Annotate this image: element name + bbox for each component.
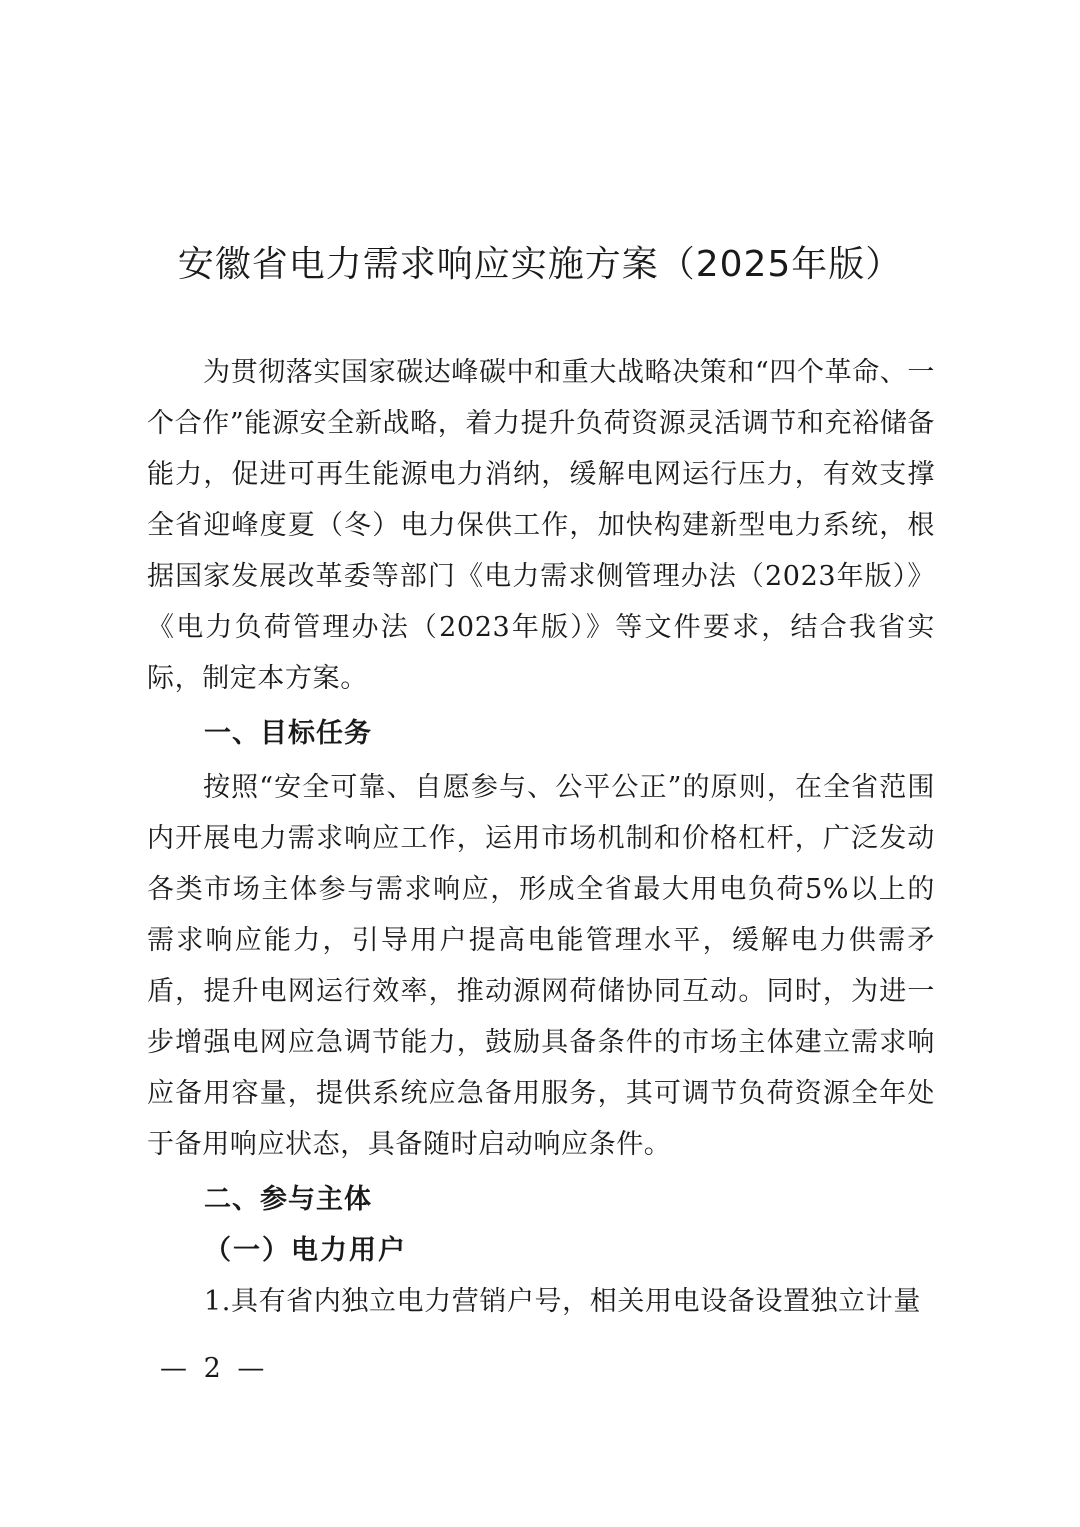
list-item: 1.具有省内独立电力营销户号，相关用电设备设置独立计量 (204, 1286, 921, 1317)
section-heading-participants: 二、参与主体 (204, 1184, 372, 1215)
subsection-heading-power-users: （一）电力用户 (204, 1235, 407, 1266)
page-number: — 2 — (160, 1353, 269, 1384)
document-title: 安徽省电力需求响应实施方案（2025年版） (177, 244, 903, 285)
section-heading-goals: 一、目标任务 (204, 718, 372, 749)
goals-paragraph: 按照“安全可靠、自愿参与、公平公正”的原则，在全省范围内开展电力需求响应工作，运用市场机制和价格杠杆，广泛发动各类市场主体参与需求响应，形成全省最大用电负荷5%以上的需求响应能力，引导用户提高电能管理水平，缓解电力供需矛盾，提升电网运行效率，推动源网荷储协同互动。同时，为进一步增强电网应急调节能力，鼓励具备条件的市场主体建立需求响应备用容量，提供系统应急备用服务，其可调节负荷资源全年处于备用响应状态，具备随时启动响应条件。 (147, 772, 935, 1160)
intro-paragraph: 为贯彻落实国家碳达峰碳中和重大战略决策和“四个革命、一个合作”能源安全新战略，着力提升负荷资源灵活调节和充裕储备能力，促进可再生能源电力消纳，缓解电网运行压力，有效支撑全省迎峰度夏（冬）电力保供工作，加快构建新型电力系统，根据国家发展改革委等部门《电力需求侧管理办法（2023年版）》《电力负荷管理办法（2023年版）》等文件要求，结合我省实际，制定本方案。 (147, 357, 936, 694)
